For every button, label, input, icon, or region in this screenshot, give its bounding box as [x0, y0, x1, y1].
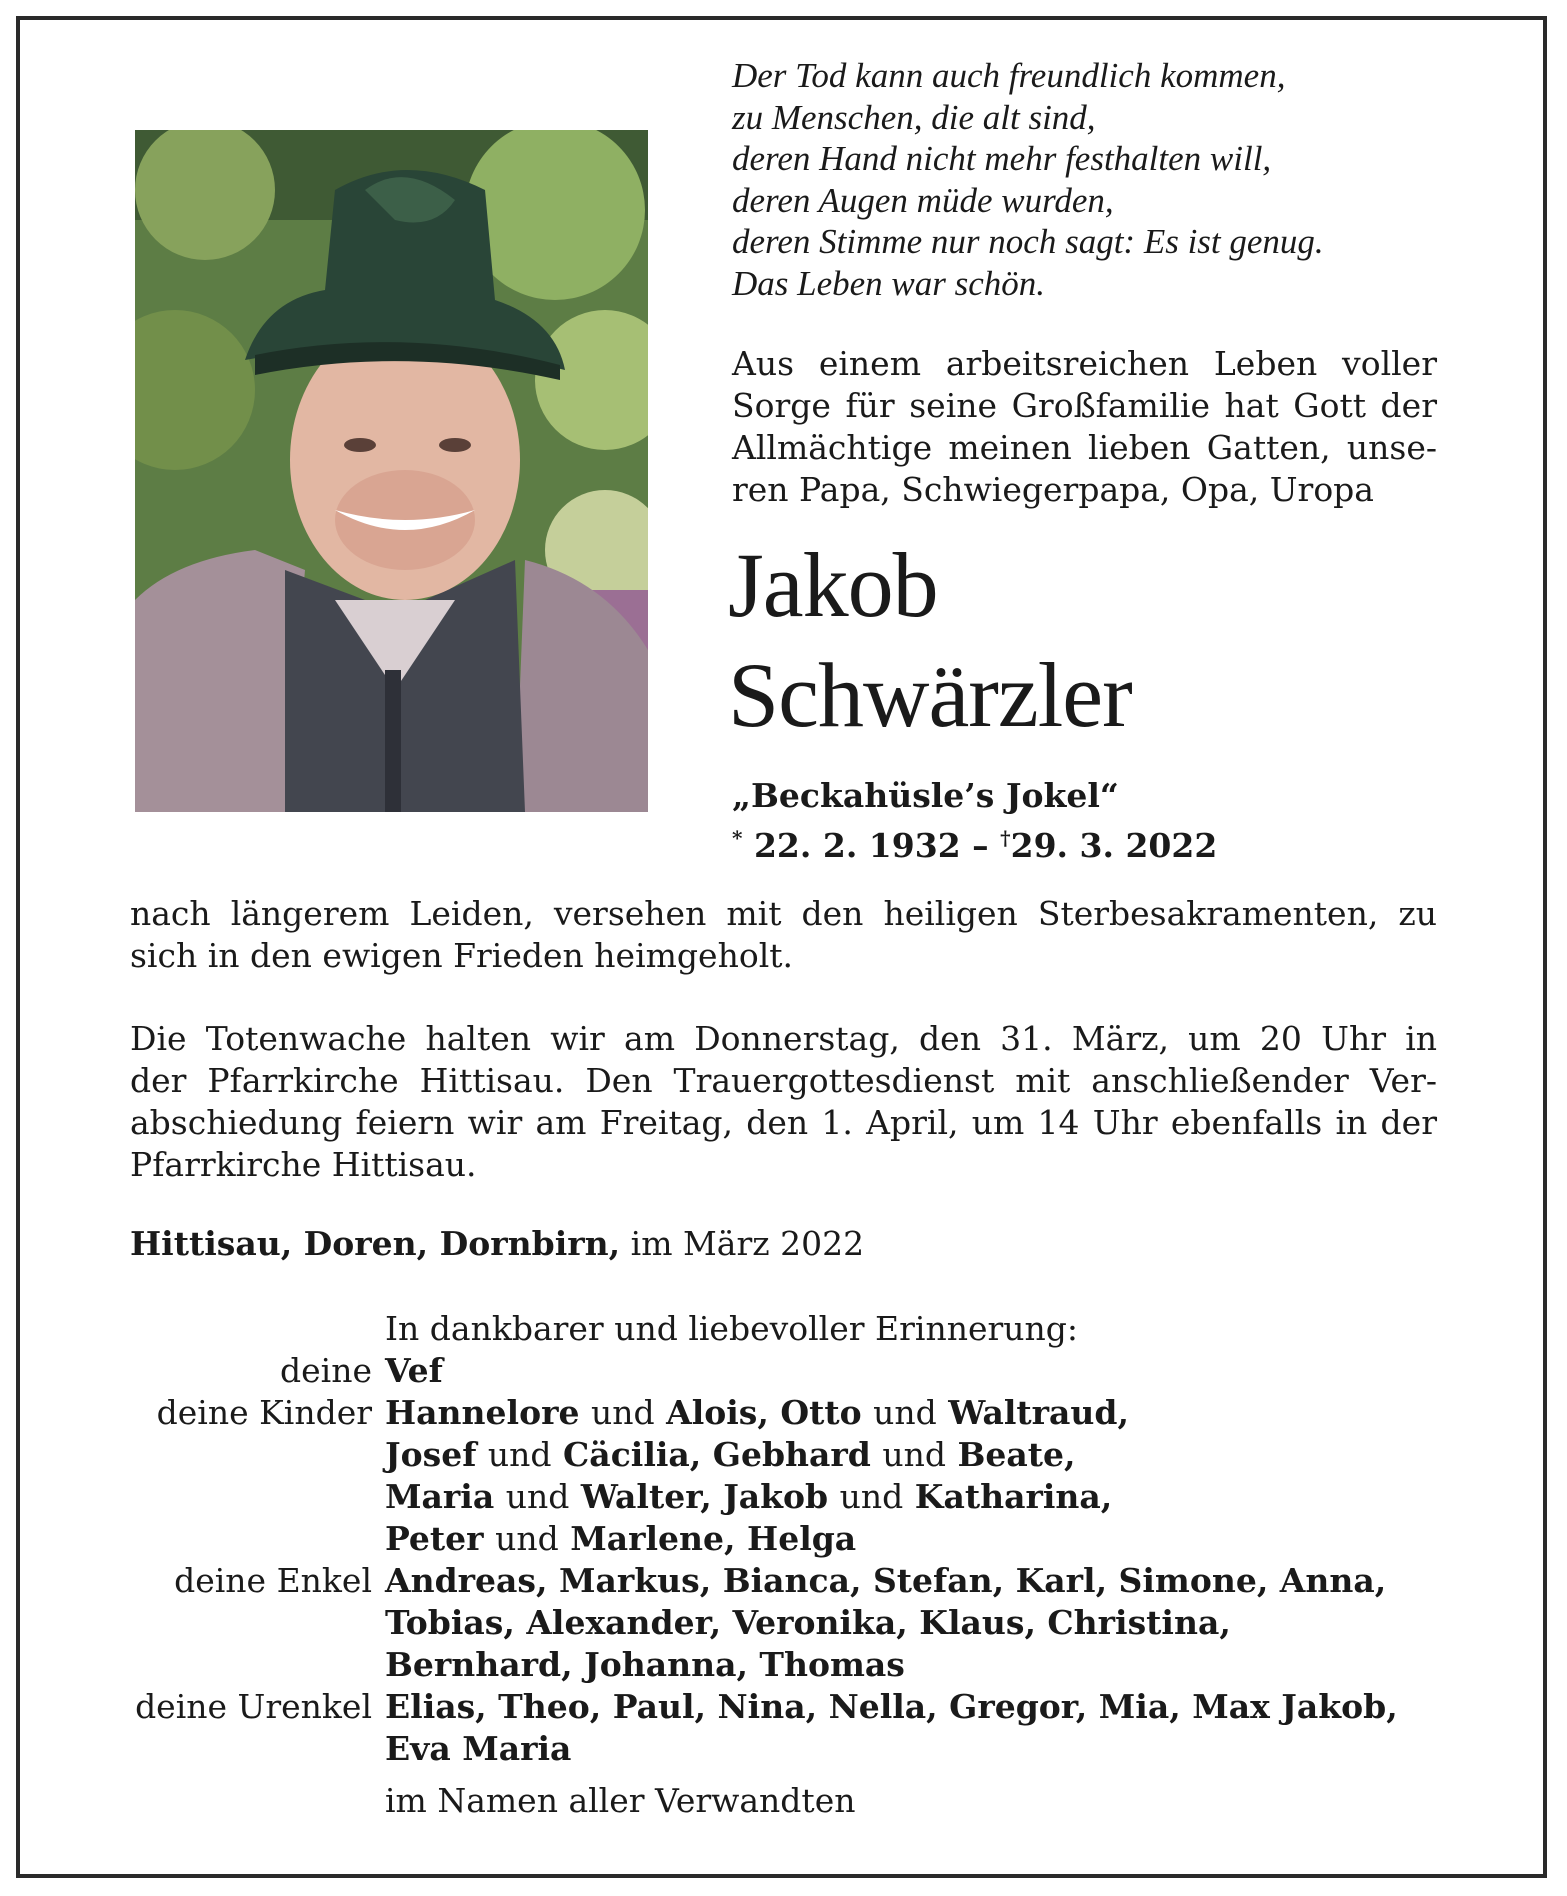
paragraph-line: Die Totenwache halten wir am Donnerstag, den 31. März, um 20 Uhr in: [130, 1019, 1437, 1058]
paragraph-passing: [130, 893, 1437, 977]
family-row-great-grandchildren-cont: [120, 1728, 1450, 1770]
last-name: Schwärzler: [728, 644, 1132, 746]
family-row-grandchildren-cont: [120, 1602, 1450, 1644]
paragraph-line: der Pfarrkirche Hittisau. Den Trauergottesdienst mit anschließender Ver-: [130, 1061, 1437, 1100]
family-row-grandchildren-cont: [120, 1644, 1450, 1686]
intro-line: Aus einem arbeitsreichen Leben voller: [732, 344, 1437, 383]
intro-line: Sorge für seine Großfamilie hat Gott der: [732, 386, 1437, 425]
paragraph-line: nach längerem Leiden, versehen mit den heiligen Sterbesakramenten, zu: [130, 894, 1437, 933]
family-names: Andreas, Markus, Bianca, Stefan, Karl, Simone, Anna,: [385, 1561, 1387, 1600]
family-names: Elias, Theo, Paul, Nina, Nella, Gregor, Mia, Max Jakob,: [385, 1687, 1398, 1726]
deceased-name: [728, 530, 1132, 750]
family-row-grandchildren: [120, 1560, 1450, 1602]
memory-line: In dankbarer und liebevoller Erinnerung:: [385, 1309, 1078, 1348]
poem: [732, 55, 1452, 304]
family-row-children-cont: [120, 1518, 1450, 1560]
towns: Hittisau, Doren, Dornbirn,: [130, 1224, 621, 1263]
family-names: Eva Maria: [385, 1729, 572, 1768]
paragraph-line: Pfarrkirche Hittisau.: [130, 1145, 477, 1184]
family-names: Hannelore und Alois, Otto und Waltraud,: [385, 1393, 1129, 1432]
birth-symbol: *: [732, 826, 743, 850]
poem-line: deren Augen müde wurden,: [732, 180, 1114, 220]
closing-line: im Namen aller Verwandten: [385, 1781, 856, 1820]
poem-line: deren Hand nicht mehr festhalten will,: [732, 139, 1272, 178]
family-label: deine Urenkel: [135, 1687, 372, 1726]
paragraph-ceremony: [130, 1018, 1437, 1186]
family-names: Vef: [385, 1351, 443, 1390]
family-row-children-cont: [120, 1434, 1450, 1476]
nickname: „Beckahüsle’s Jokel“: [732, 776, 1119, 815]
birth-date: 22. 2. 1932: [753, 826, 961, 865]
family-names: Peter und Marlene, Helga: [385, 1519, 857, 1558]
first-name: Jakob: [728, 534, 938, 636]
family-names: Josef und Cäcilia, Gebhard und Beate,: [385, 1435, 1076, 1474]
portrait-photo: [135, 130, 648, 812]
family-label: deine: [280, 1351, 372, 1390]
poem-line: Das Leben war schön.: [732, 263, 1046, 303]
place-date: [130, 1223, 864, 1265]
month-year: im März 2022: [630, 1224, 865, 1263]
family-names: Bernhard, Johanna, Thomas: [385, 1645, 905, 1684]
family-label: deine Enkel: [174, 1561, 372, 1600]
poem-line: deren Stimme nur noch sagt: Es ist genug.: [732, 222, 1324, 261]
family-list: [120, 1350, 1450, 1770]
death-date: 29. 3. 2022: [1010, 826, 1218, 865]
family-names: Tobias, Alexander, Veronika, Klaus, Christina,: [385, 1603, 1231, 1642]
family-row-spouse: [120, 1350, 1450, 1392]
death-symbol: †: [1000, 826, 1011, 850]
life-dates: [732, 817, 1217, 867]
family-names: Maria und Walter, Jakob und Katharina,: [385, 1477, 1113, 1516]
family-row-great-grandchildren: [120, 1686, 1450, 1728]
date-separator: –: [972, 826, 989, 865]
family-row-children: [120, 1392, 1450, 1434]
paragraph-line: sich in den ewigen Frieden heimgeholt.: [130, 936, 793, 975]
intro-text: [732, 343, 1437, 511]
poem-line: Der Tod kann auch freundlich kommen,: [732, 56, 1286, 95]
intro-line: Allmächtige meinen lieben Gatten, unse-: [732, 428, 1437, 467]
paragraph-line: abschiedung feiern wir am Freitag, den 1. April, um 14 Uhr ebenfalls in der: [130, 1103, 1437, 1142]
intro-line: ren Papa, Schwiegerpapa, Opa, Uropa: [732, 470, 1374, 509]
family-row-children-cont: [120, 1476, 1450, 1518]
family-label: deine Kinder: [156, 1393, 372, 1432]
poem-line: zu Menschen, die alt sind,: [732, 97, 1096, 137]
